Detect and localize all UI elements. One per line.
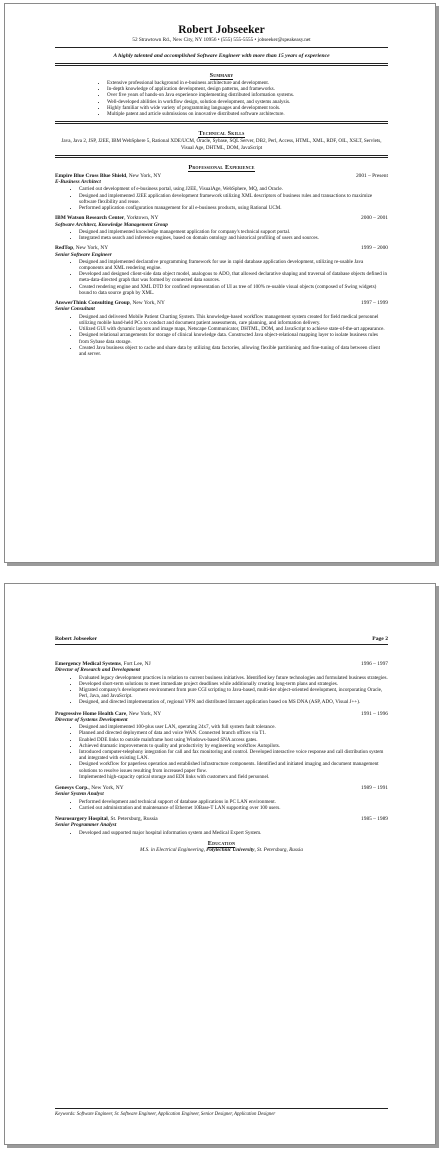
company-name: Progressive Home Health Care [55,710,127,717]
job-title: E-Business Architect [55,179,101,186]
company-location: , New York, NY [88,785,124,792]
list-item: • Extensive professional background in e-business architecture and development. [107,80,388,86]
candidate-name: Robert Jobseeker [178,24,265,36]
list-item: • Over five years of hands-on Java experience implementing distributed information systems. [107,92,388,98]
list-item: • In-depth knowledge of application development, design patterns, and frameworks. [107,86,388,92]
job-title: Director of Research and Development [55,667,141,674]
company-location: , New York, NY [73,245,109,252]
skills-rule [55,155,388,156]
tagline: A highly talented and accomplished Software Engineer with more than 15 years of experience [113,53,330,59]
resume-page-2 [4,583,436,1145]
summary-heading: Summary [209,72,234,79]
contact-line: 52 Strawtown Rd., New City, NY 10956 • (555) 555-5555 • jobseeker@speakeasy.net [132,37,311,43]
list-item: • Created rendering engine and XML DTD for confined representation of UI as tree of 100% re-usable visual objects (composed of Swing widgets) bound to data source graph by XML. [79,284,388,296]
job-title: Software Architect, Knowledge Management Group [55,221,168,228]
page-2-header-rule [55,644,388,645]
job-dates: 2001 – Present [355,172,388,179]
list-item: • Performed development and technical support of database applications in PC LAN environment. [79,799,388,805]
job-dates: 1991 – 1996 [361,710,388,717]
list-item: • Well-developed abilities in workflow design, solution development, and systems analysis. [107,99,388,105]
tagline-rule-double [55,65,388,66]
job-title: Senior Software Engineer [55,251,112,258]
list-item: • Performed application configuration management for all e-business products, using Rational UCM. [79,205,388,211]
company-name: Neurosurgery Hospital [55,816,108,823]
list-item: • Designed and implemented knowledge management application for company's technical support portal. [79,229,388,235]
skills-text: Java, Java 2, JSP, J2EE, IBM WebSphere 5, Rational XDE/UCM, Oracle, Sybase, SQL Server, DB2, Perl, Access, HTML, XML, RDF, OIL, XSLT, Servlets, Visual Age, DHTML, DOM, JavaScript [61,138,382,151]
list-item: • Enabled DDE links to outside mainframe host using Windows-based SNA access gates. [79,737,388,743]
list-item: • Designed and delivered Mobile Patient Charting System. This knowledge-based workflow management system created for field medical personnel utilizing mobile hand-held PCs to conduct and document patient assessments, care planning, and information delivery. [79,314,388,326]
list-item: • Designed and implemented declarative programming framework for use in rapid database application development, utilizing re-usable Java components and XML rendering engine. [79,259,388,271]
page-number: Page 2 [372,636,388,642]
experience-heading: Professional Experience [188,163,255,171]
school-name: Polytechnic University [206,846,255,853]
job-bullets [55,675,388,706]
company-location: , New York, NY [126,710,162,717]
list-item: • Created Java business object to cache and share data by utilizing data factories, allowing flexible partitioning and fine-tuning of data between client and server. [79,345,388,357]
summary-rule [55,121,388,122]
list-item: • Developed and designed client-side data object model, analogous to ADO, that allowed declarative shaping and traversal of database objects defined in meta-data-directed graph that was formed by connected data sources. [79,271,388,283]
list-item: • Designed, and directed implementation of, regional VPN and distributed Intranet application based on MS DNA (ASP, ADO, Visual J++). [79,699,388,705]
company-location: , Fort Lee, NJ [120,661,151,667]
list-item: • Achieved dramatic improvements to quality and productivity by engineering workflow Autopilots. [79,743,388,749]
list-item: • Designed and implemented J2EE application development framework utilizing XML descriptors of business rules and transactions to maximize software flexibility and reuse. [79,193,388,205]
company-name: Genesys Corp. [55,785,89,792]
list-item: • Designed relational arrangements for storage of clinical knowledge data. Constructed Java object-relational mapping layer to isolate business rules from Sybase data storage. [79,332,388,344]
list-item: • Designed and implemented 100-plus user LAN, operating 24x7, with full system fault tolerance. [79,724,388,730]
list-item: • Introduced computer-telephony integration for call and fax monitoring and control. Developed interactive voice response and call distribution system and integrated with existing LAN. [79,749,388,761]
resume-page-1 [4,3,436,563]
job-dates: 1999 – 2000 [361,245,388,252]
list-item: • Migrated company's development environment from pure CGI scripting to Java-based, multi-tier object-oriented development, incorporating Oracle, Perl, Java, and JavaScript. [79,687,388,699]
job-entry [55,215,388,241]
job-bullets [55,724,388,780]
job-dates: 1985 – 1989 [361,816,388,823]
list-item: • Carried out administration and maintenance of Ethernet 10Base-T LAN supporting over 100 users. [79,805,388,811]
company-name: Empire Blue Cross Blue Shield [55,172,127,179]
job-title: Senior Programmer Analyst [55,822,117,829]
page-1-content [55,4,388,357]
page-2-name: Robert Jobseeker [55,636,98,642]
job-dates: 1989 – 1991 [361,785,388,792]
job-entry [55,661,388,706]
list-item: • Highly familiar with wide variety of programming languages and development tools. [107,105,388,111]
job-bullets [55,799,388,811]
summary-list [55,80,388,117]
list-item: • Evaluated legacy development practices in relation to current business initiatives. Identified key future technologies and formulated business strategies. [79,675,388,681]
list-item: • Developed short-term solutions to meet immediate project deadlines while additionally creating long-term plans and strategies. [79,681,388,687]
job-entry [55,816,388,836]
list-item: • Developed and supported major hospital information system and Medical Expert System. [79,830,388,836]
job-title: Senior Consultant [55,306,95,313]
job-bullets [55,229,388,241]
education-heading: Education [207,839,236,847]
list-item: • Carried out development of e-business portal, using J2EE, VisualAge, WebSphere, MQ, and Oracle. [79,186,388,192]
skills-heading: Technical Skills [198,130,245,138]
list-item: • Designed workflow for paperless operation and established infrastructure components. Identified and initiated imaging and document management solutions to resolve issues resulting from increased paper flow. [79,761,388,773]
list-item: • Utilized GUI with dynamic layouts and image maps, Netscape Communicator, DHTML, DOM, and JavaScript to achieve state-of-the-art appearance. [79,326,388,332]
list-item: • Planned and directed deployment of data and voice WAN. Connected branch offices via T1. [79,730,388,736]
page-2-header [55,636,388,643]
header-rule [55,47,388,48]
company-name: AnswerThink Consulting Group [55,300,130,307]
job-title: Senior System Analyst [55,791,104,798]
job-dates: 2000 – 2001 [361,215,388,222]
page-2-content [55,584,388,853]
job-entry [55,173,388,211]
job-entry [55,300,388,357]
degree: M.S. in Electrical Engineering, [140,846,207,853]
job-bullets [55,830,388,836]
job-dates: 1997 – 1999 [361,300,388,307]
job-bullets [55,186,388,211]
skills-rule-double [55,157,388,158]
company-name: Emergency Medical Systems [55,661,121,667]
company-location: , New York, NY [129,300,165,307]
keywords-footer: Keywords: Software Engineer, Sr. Software Engineer, Application Engineer, Senior Designer, Application Designer [55,1108,388,1118]
company-location: , St. Petersburg, Russia [107,816,158,823]
job-entry [55,245,388,296]
job-bullets [55,259,388,296]
list-item: • Multiple patent and article submissions on innovative distributed software architecture. [107,111,388,117]
company-location: , New York, NY [126,172,162,179]
job-bullets [55,314,388,357]
education-entry [55,847,388,854]
job-entry [55,711,388,780]
summary-rule-double [55,123,388,124]
tagline-rule [55,63,388,64]
list-item: • Integrated meta search and inference engines, based on domain ontology and historical profiling of users and sources. [79,235,388,241]
company-name: IBM Watson Research Center [55,215,125,222]
job-entry [55,785,388,811]
job-dates: 1996 – 1997 [361,661,388,667]
list-item: • Implemented high-capacity optical storage and EDI links with customers and field personnel. [79,774,388,780]
company-location: , Yorktown, NY [124,215,159,222]
company-name: RedTop [55,245,74,252]
school-location: , St. Petersburg, Russia [254,846,303,853]
job-title: Director of Systems Development [55,717,128,724]
